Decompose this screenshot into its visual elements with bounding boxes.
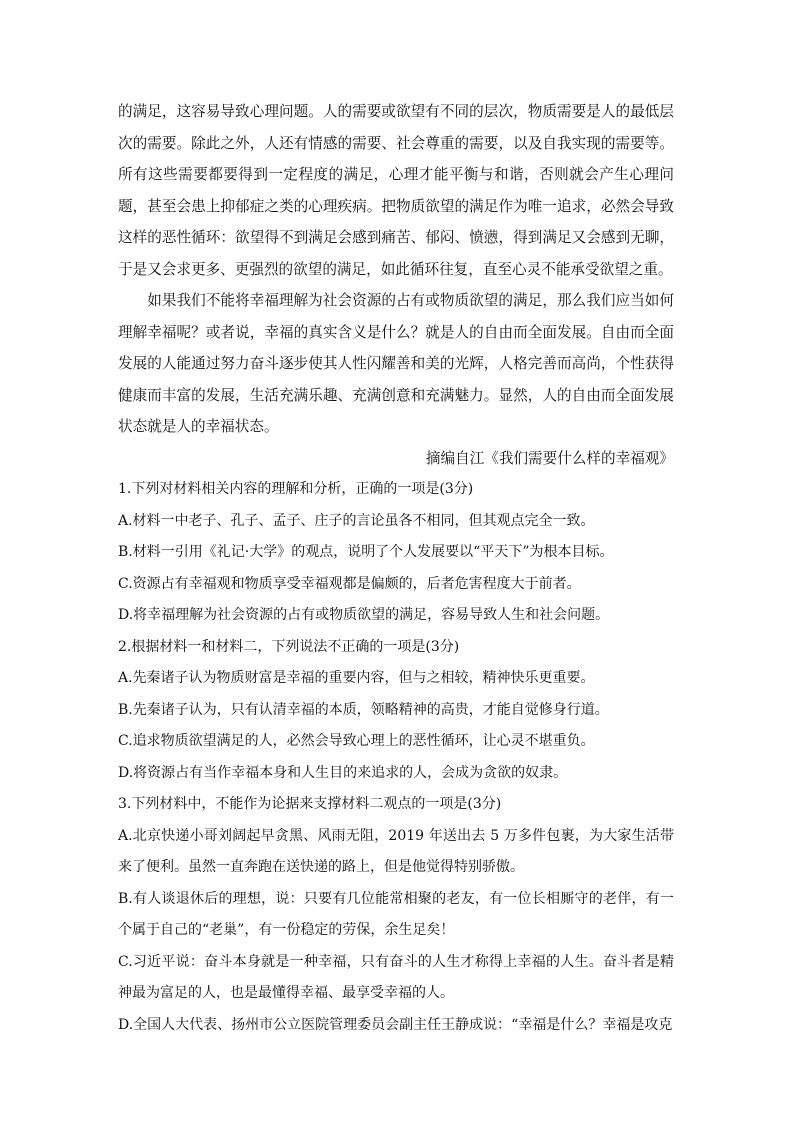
option-a: A.材料一中老子、孔子、孟子、庄子的言论虽各不相同，但其观点完全一致。: [118, 512, 595, 529]
option-b: B.先秦诸子认为，只有认清幸福的本质，领略精神的高贵，才能自觉修身行道。: [118, 701, 609, 718]
option-a: A.先秦诸子认为物质财富是幸福的重要内容，但与之相较，精神快乐更重要。: [118, 670, 595, 686]
option-d: D.将资源占有当作幸福本身和人生目的来追求的人，会成为贪欲的奴隶。: [118, 764, 568, 781]
option-b: B.有人谈退休后的理想，说：只要有几位能常相聚的老友，有一位长相厮守的老伴，有一个属于自己的“老巢”，有一份稳定的劳保，余生足矣！: [118, 890, 674, 938]
option-c: C.习近平说：奋斗本身就是一种幸福，只有奋斗的人生才称得上幸福的人生。奋斗者是精神最为富足的人，也是最懂得幸福、最享受幸福的人。: [118, 953, 674, 1001]
source-citation: 摘编自江《我们需要什么样的幸福观》: [425, 449, 674, 467]
option-b: B.材料一引用《礼记·大学》的观点，说明了个人发展要以“平天下”为根本目标。: [118, 544, 614, 560]
question-stem: 2.根据材料一和材料二，下列说法不正确的一项是(3分): [118, 638, 460, 655]
option-d: D.将幸福理解为社会资源的占有或物质欲望的满足，容易导致人生和社会问题。: [118, 607, 610, 623]
passage-paragraph-2: 如果我们不能将幸福理解为社会资源的占有或物质欲望的满足，那么我们应当如何理解幸福呢？或者说，幸福的真实含义是什么？就是人的自由而全面发展。自由而全面发展的人能通过努力奋斗逐步使其人性闪耀善和美的光辉，人格完善而高尚，个性获得健康而丰富的发展，生活充满乐趣、充满创意和充满魅力。显然，人的自由而全面发展状态就是人的幸福状态。: [118, 292, 674, 435]
question-2: [118, 632, 674, 790]
question-3: [118, 789, 674, 1041]
option-d: D.全国人大代表、扬州市公立医院管理委员会副主任王静成说：“幸福是什么？幸福是攻克: [118, 1016, 673, 1033]
option-c: C.追求物质欲望满足的人，必然会导致心理上的恶性循环，让心灵不堪重负。: [118, 733, 595, 749]
document-page: [118, 96, 674, 1041]
passage-paragraph-1: 的满足，这容易导致心理问题。人的需要或欲望有不同的层次，物质需要是人的最低层次的需要。除此之外，人还有情感的需要、社会尊重的需要，以及自我实现的需要等。所有这些需要都要得到一定程度的满足，心理才能平衡与和谐，否则就会产生心理问题，甚至会患上抑郁症之类的心理疾病。把物质欲望的满足作为唯一追求，必然会导致这样的恶性循环：欲望得不到满足会感到痛苦、郁闷、愤懑，得到满足又会感到无聊，于是又会求更多、更强烈的欲望的满足，如此循环往复，直至心灵不能承受欲望之重。: [118, 103, 674, 278]
option-c: C.资源占有幸福观和物质享受幸福观都是偏颇的，后者危害程度大于前者。: [118, 575, 581, 592]
question-1: [118, 474, 674, 632]
option-a: A.北京快递小哥刘阔起早贪黑、风雨无阻，2019 年送出去 5 万多件包裹，为大家生活带来了便利。虽然一直奔跑在送快递的路上，但是他觉得特别骄傲。: [118, 827, 674, 875]
question-stem: 3.下列材料中，不能作为论据来支撑材料二观点的一项是(3分): [118, 796, 502, 812]
question-stem: 1.下列对材料相关内容的理解和分析，正确的一项是(3分): [118, 481, 474, 497]
